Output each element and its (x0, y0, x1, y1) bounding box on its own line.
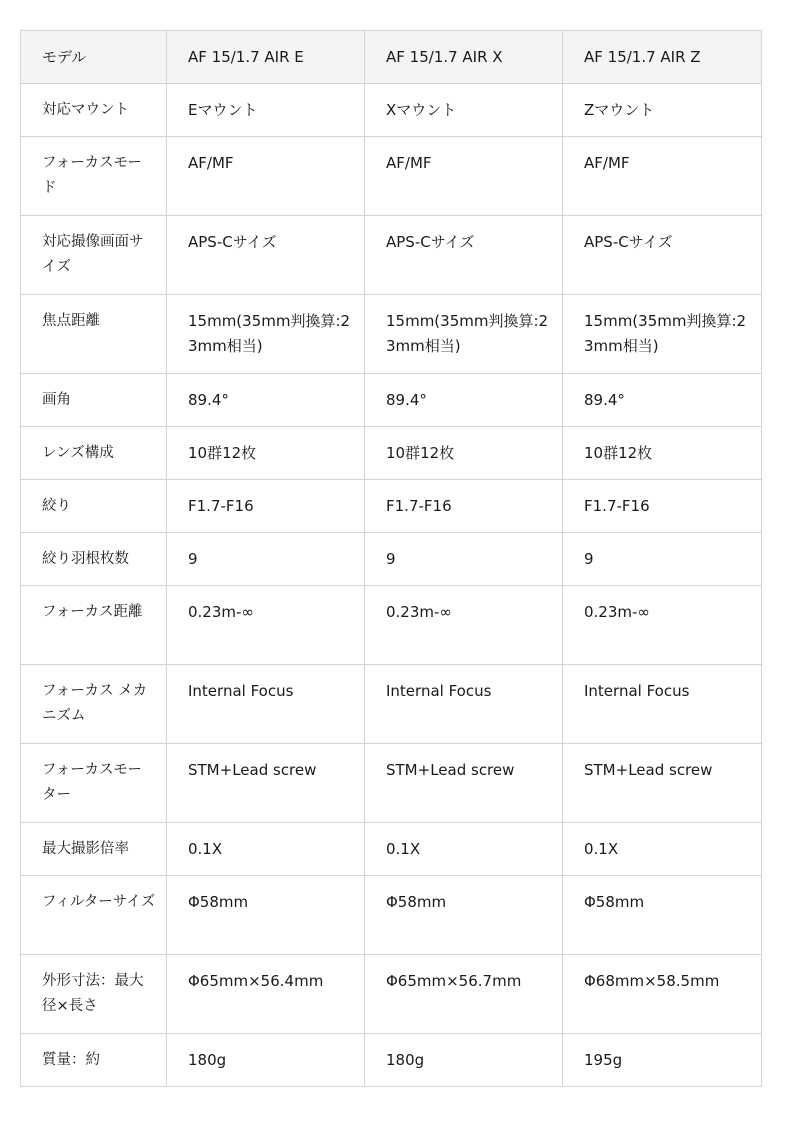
cell-value: 10群12枚 (365, 427, 563, 480)
row-label: 対応撮像画面サイズ (21, 216, 167, 295)
cell-value: 89.4° (167, 374, 365, 427)
cell-value: STM+Lead screw (167, 744, 365, 823)
cell-value: 15mm(35mm判換算:23mm相当) (365, 295, 563, 374)
cell-value: Xマウント (365, 84, 563, 137)
cell-value: STM+Lead screw (563, 744, 762, 823)
cell-value: Eマウント (167, 84, 365, 137)
cell-value: Φ65mm×56.7mm (365, 955, 563, 1034)
cell-value: 0.1X (365, 823, 563, 876)
table-row (21, 1034, 762, 1087)
cell-value: 10群12枚 (167, 427, 365, 480)
table-row (21, 216, 762, 295)
table-row (21, 955, 762, 1034)
cell-value: 0.1X (563, 823, 762, 876)
table-row (21, 533, 762, 586)
row-label: 外形寸法：最大径×長さ (21, 955, 167, 1034)
table-row (21, 876, 762, 955)
row-label: フォーカスモーター (21, 744, 167, 823)
cell-value: F1.7-F16 (167, 480, 365, 533)
cell-value: APS-Cサイズ (365, 216, 563, 295)
cell-value: 89.4° (365, 374, 563, 427)
cell-value: 9 (365, 533, 563, 586)
header-cell-model: モデル (21, 31, 167, 84)
table-row (21, 744, 762, 823)
cell-value: 0.1X (167, 823, 365, 876)
cell-value: 9 (167, 533, 365, 586)
table-row (21, 295, 762, 374)
row-label: 焦点距離 (21, 295, 167, 374)
row-label: フォーカス距離 (21, 586, 167, 665)
cell-value: AF/MF (365, 137, 563, 216)
cell-value: 195g (563, 1034, 762, 1087)
row-label: 対応マウント (21, 84, 167, 137)
table-row (21, 586, 762, 665)
cell-value: STM+Lead screw (365, 744, 563, 823)
cell-value: 15mm(35mm判換算:23mm相当) (563, 295, 762, 374)
cell-value: Zマウント (563, 84, 762, 137)
table-row (21, 84, 762, 137)
cell-value: 10群12枚 (563, 427, 762, 480)
cell-value: APS-Cサイズ (167, 216, 365, 295)
cell-value: F1.7-F16 (365, 480, 563, 533)
cell-value: 0.23m-∞ (365, 586, 563, 665)
cell-value: 9 (563, 533, 762, 586)
row-label: フォーカスモード (21, 137, 167, 216)
cell-value: 0.23m-∞ (167, 586, 365, 665)
cell-value: F1.7-F16 (563, 480, 762, 533)
header-cell-air-z: AF 15/1.7 AIR Z (563, 31, 762, 84)
row-label: フィルターサイズ (21, 876, 167, 955)
table-row (21, 480, 762, 533)
cell-value: AF/MF (167, 137, 365, 216)
row-label: 絞り羽根枚数 (21, 533, 167, 586)
header-cell-air-e: AF 15/1.7 AIR E (167, 31, 365, 84)
cell-value: Internal Focus (167, 665, 365, 744)
table-row (21, 823, 762, 876)
cell-value: APS-Cサイズ (563, 216, 762, 295)
cell-value: 15mm(35mm判換算:23mm相当) (167, 295, 365, 374)
cell-value: 0.23m-∞ (563, 586, 762, 665)
spec-table (20, 30, 762, 1087)
cell-value: 89.4° (563, 374, 762, 427)
cell-value: Φ58mm (365, 876, 563, 955)
row-label: レンズ構成 (21, 427, 167, 480)
table-row (21, 427, 762, 480)
cell-value: Internal Focus (365, 665, 563, 744)
cell-value: Φ65mm×56.4mm (167, 955, 365, 1034)
table-row (21, 665, 762, 744)
cell-value: Φ58mm (167, 876, 365, 955)
row-label: 最大撮影倍率 (21, 823, 167, 876)
cell-value: 180g (365, 1034, 563, 1087)
cell-value: Φ68mm×58.5mm (563, 955, 762, 1034)
row-label: フォーカス メカニズム (21, 665, 167, 744)
cell-value: AF/MF (563, 137, 762, 216)
header-row (21, 31, 762, 84)
row-label: 質量：約 (21, 1034, 167, 1087)
row-label: 画角 (21, 374, 167, 427)
cell-value: Φ58mm (563, 876, 762, 955)
cell-value: 180g (167, 1034, 365, 1087)
row-label: 絞り (21, 480, 167, 533)
cell-value: Internal Focus (563, 665, 762, 744)
table-row (21, 374, 762, 427)
table-row (21, 137, 762, 216)
header-cell-air-x: AF 15/1.7 AIR X (365, 31, 563, 84)
